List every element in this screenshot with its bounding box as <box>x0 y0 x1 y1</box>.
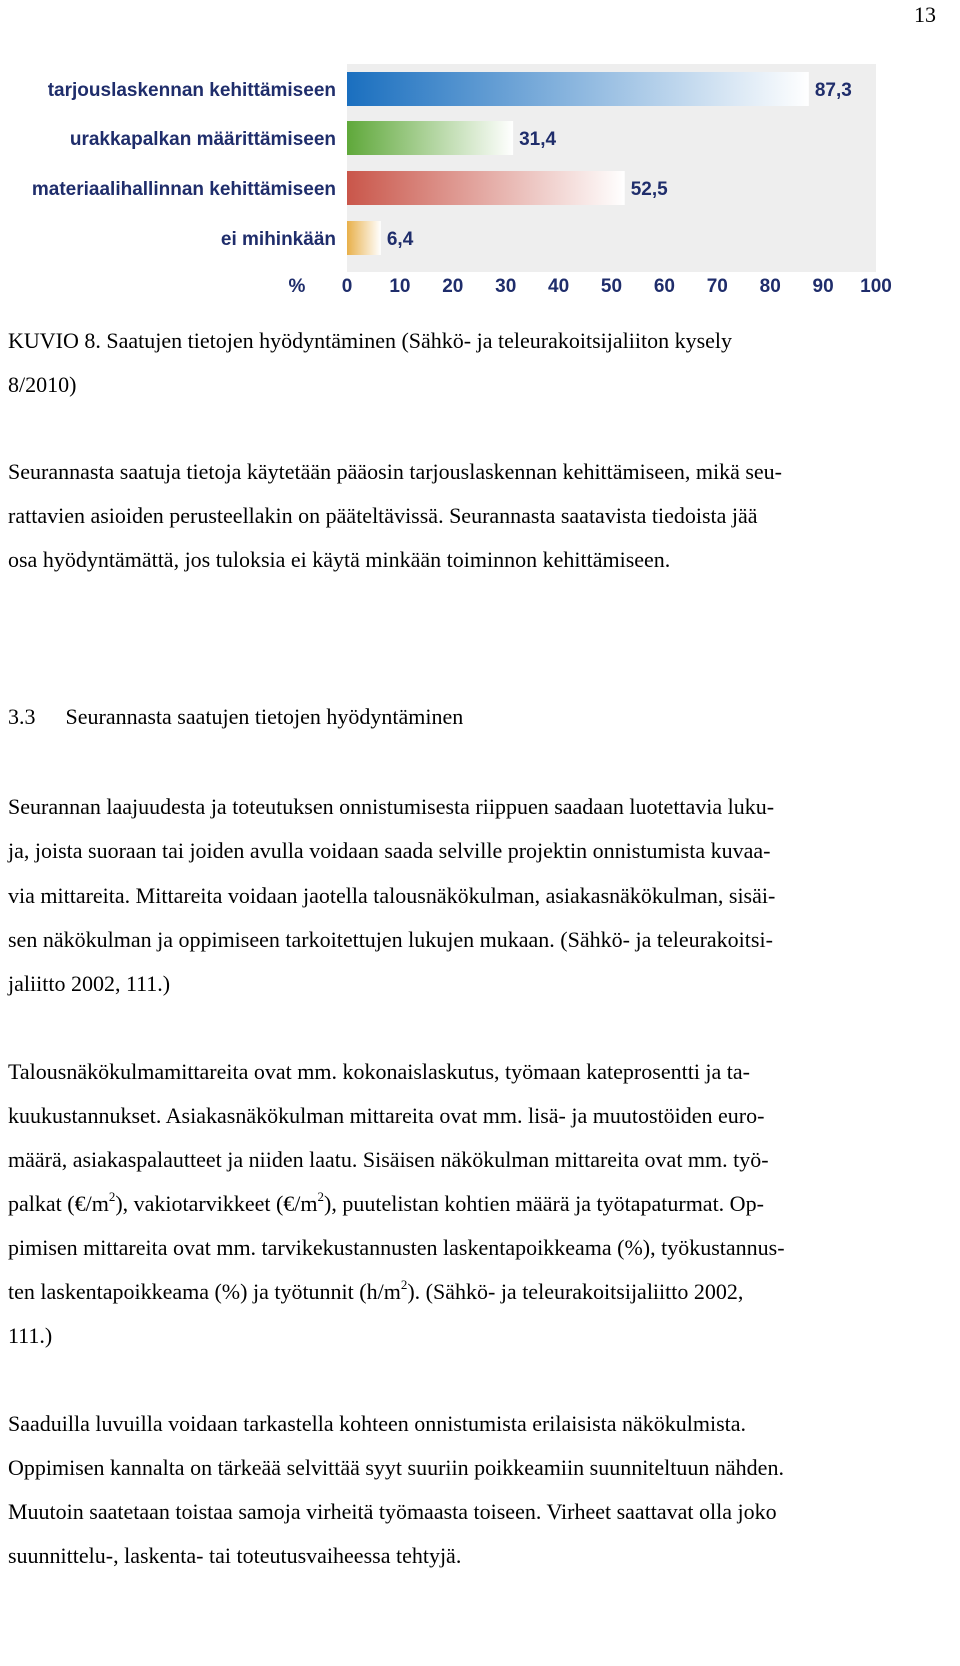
figure-caption-line-2: 8/2010) <box>8 372 77 397</box>
bar-2 <box>347 121 513 155</box>
x-tick-label-0: 0 <box>341 276 353 297</box>
paragraph-4-line-2: Oppimisen kannalta on tärkeää selvittää syyt suuriin poikkeamiin suunniteltuun nähden. <box>8 1455 784 1480</box>
x-tick-label-60: 60 <box>653 276 675 297</box>
section-heading <box>8 704 463 730</box>
category-label-1: tarjouslaskennan kehittämiseen <box>47 80 336 101</box>
text-span: ), vakiotarvikkeet (€/m <box>115 1191 318 1216</box>
bar-1 <box>347 72 809 106</box>
paragraph-4-line-4: suunnittelu-, laskenta- tai toteutusvaiheessa tehtyjä. <box>8 1543 462 1568</box>
category-label-3: materiaalihallinnan kehittämiseen <box>31 179 336 200</box>
paragraph-2-line-4: sen näkökulman ja oppimiseen tarkoitettujen lukujen mukaan. (Sähkö- ja teleurakoitsi- <box>8 927 773 952</box>
paragraph-1-line-1: Seurannasta saatuja tietoja käytetään pääosin tarjouslaskennan kehittämiseen, mikä seu- <box>8 459 783 484</box>
paragraph-2-line-5: jaliitto 2002, 111.) <box>8 971 171 996</box>
category-label-2: urakkapalkan määrittämiseen <box>69 129 336 150</box>
bar-value-label-2: 31,4 <box>519 129 557 150</box>
category-label-4: ei mihinkään <box>220 229 336 250</box>
x-tick-label-10: 10 <box>389 276 411 297</box>
x-tick-label-40: 40 <box>548 276 570 297</box>
superscript: 2 <box>400 1276 408 1292</box>
bar-value-label-4: 6,4 <box>386 229 414 250</box>
superscript: 2 <box>108 1188 116 1204</box>
paragraph-2-line-3: via mittareita. Mittareita voidaan jaotella talousnäkökulman, asiakasnäkökulman, sisäi- <box>8 883 776 908</box>
superscript: 2 <box>317 1188 325 1204</box>
bar-value-label-3: 52,5 <box>630 179 668 200</box>
paragraph-3-line-5: pimisen mittareita ovat mm. tarvikekustannusten laskentapoikkeama (%), työkustannus- <box>8 1235 785 1260</box>
text-span: palkat (€/m <box>8 1191 109 1216</box>
paragraph-3-line-2: kuukustannukset. Asiakasnäkökulman mittareita ovat mm. lisä- ja muutostöiden euro- <box>8 1103 765 1128</box>
figure-caption-line-1: KUVIO 8. Saatujen tietojen hyödyntäminen (Sähkö- ja teleurakoitsijaliiton kysely <box>8 328 733 353</box>
paragraph-2-line-2: ja, joista suoraan tai joiden avulla voidaan saada selville projektin onnistumista kuvaa- <box>8 838 771 863</box>
x-tick-label-70: 70 <box>706 276 728 297</box>
x-tick-label-30: 30 <box>495 276 517 297</box>
x-tick-label-90: 90 <box>812 276 834 297</box>
paragraph-3-line-1: Talousnäkökulmamittareita ovat mm. kokonaislaskutus, työmaan kateprosentti ja ta- <box>8 1059 751 1084</box>
x-tick-label-100: 100 <box>860 276 892 297</box>
x-tick-label-80: 80 <box>759 276 781 297</box>
bar-chart <box>0 0 960 330</box>
paragraph-2-line-1: Seurannan laajuudesta ja toteutuksen onnistumisesta riippuen saadaan luotettavia luku- <box>8 794 775 819</box>
paragraph-4-line-3: Muutoin saatetaan toistaa samoja virheitä työmaasta toiseen. Virheet saattavat olla joko <box>8 1499 777 1524</box>
paragraph-1-line-2: rattavien asioiden perusteellakin on pääteltävissä. Seurannasta saatavista tiedoista jää <box>8 503 758 528</box>
paragraph-3-line-3: määrä, asiakaspalautteet ja niiden laatu. Sisäisen näkökulman mittareita ovat mm. työ- <box>8 1147 769 1172</box>
x-tick-label-50: 50 <box>600 276 623 297</box>
paragraph-3-line-7: 111.) <box>8 1323 53 1348</box>
bar-value-label-1: 87,3 <box>814 80 852 101</box>
paragraph-3-line-4 <box>8 1188 764 1217</box>
page-number: 13 <box>914 2 936 27</box>
bar-3 <box>347 171 625 205</box>
text-span: ). (Sähkö- ja teleurakoitsijaliitto 2002, <box>407 1279 744 1304</box>
section-title: Seurannasta saatujen tietojen hyödyntäminen <box>65 704 464 729</box>
text-span: ), puutelistan kohtien määrä ja työtapaturmat. Op- <box>324 1191 764 1216</box>
paragraph-3-line-6 <box>8 1276 744 1305</box>
paragraph-1-line-3: osa hyödyntämättä, jos tuloksia ei käytä minkään toiminnon kehittämiseen. <box>8 547 671 572</box>
x-tick-label-20: 20 <box>442 276 464 297</box>
bar-chart-svg <box>0 0 960 330</box>
section-number: 3.3 <box>8 704 36 729</box>
paragraph-4-line-1: Saaduilla luvuilla voidaan tarkastella kohteen onnistumista erilaisista näkökulmista. <box>8 1411 747 1436</box>
axis-unit-label: % <box>288 276 306 297</box>
bar-4 <box>347 221 381 255</box>
text-span: ten laskentapoikkeama (%) ja työtunnit (h/m <box>8 1279 401 1304</box>
